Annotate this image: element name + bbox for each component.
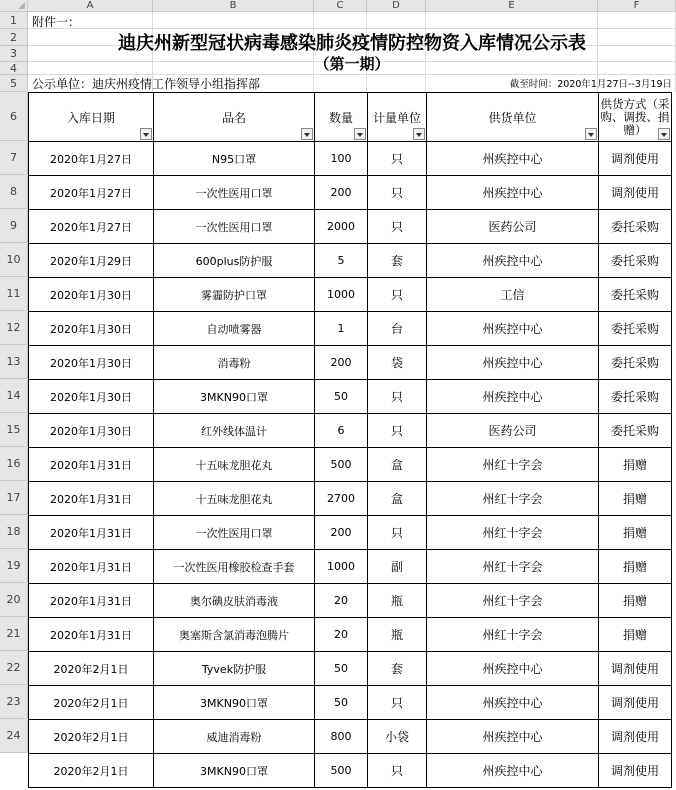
row-header-17[interactable]: 17 [0,481,28,515]
unit-cell[interactable]: 只 [368,516,427,550]
supply-method-cell[interactable]: 调剂使用 [599,720,672,754]
table-row [29,754,672,788]
table-row [29,584,672,618]
unit-cell[interactable]: 套 [368,244,427,278]
date-cell[interactable]: 2020年2月1日 [29,686,154,720]
quantity-cell[interactable]: 1000 [315,550,368,584]
item-name-cell[interactable]: 奥尔碘皮肤消毒液 [154,584,315,618]
date-cell[interactable]: 2020年1月27日 [29,176,154,210]
date-cell[interactable]: 2020年1月27日 [29,142,154,176]
supplier-cell[interactable]: 州疾控中心 [427,176,599,210]
supplier-cell[interactable]: 州红十字会 [427,482,599,516]
supply-method-cell[interactable]: 调剂使用 [599,652,672,686]
item-name-cell[interactable]: 一次性医用口罩 [154,210,315,244]
unit-cell[interactable]: 只 [368,414,427,448]
supply-method-cell[interactable]: 调剂使用 [599,754,672,788]
filter-dropdown-icon[interactable] [658,128,670,140]
row-header-15[interactable]: 15 [0,413,28,447]
filter-dropdown-icon[interactable] [585,128,597,140]
item-name-cell[interactable]: 3MKN90口罩 [154,686,315,720]
table-row [29,346,672,380]
column-header-e[interactable]: E [426,0,598,12]
row-header-4[interactable]: 4 [0,62,28,75]
supply-method-cell[interactable]: 捐赠 [599,516,672,550]
supplier-cell[interactable]: 州疾控中心 [427,312,599,346]
item-name-cell[interactable]: 雾霾防护口罩 [154,278,315,312]
item-name-cell[interactable]: 一次性医用橡胶检查手套 [154,550,315,584]
supply-method-cell[interactable]: 捐赠 [599,618,672,652]
supply-method-cell[interactable]: 调剂使用 [599,686,672,720]
filter-dropdown-icon[interactable] [354,128,366,140]
table-row [29,278,672,312]
quantity-cell[interactable]: 1 [315,312,368,346]
header-cell[interactable] [315,93,368,142]
row-header-12[interactable]: 12 [0,311,28,345]
header-label: 品名 [221,110,246,125]
supply-method-cell[interactable]: 委托采购 [599,312,672,346]
quantity-cell[interactable]: 6 [315,414,368,448]
date-cell[interactable]: 2020年1月31日 [29,448,154,482]
row-header-13[interactable]: 13 [0,345,28,379]
row-header-1[interactable]: 1 [0,12,28,29]
unit-cell[interactable]: 袋 [368,346,427,380]
unit-cell[interactable]: 盒 [368,448,427,482]
row-header-18[interactable]: 18 [0,515,28,549]
row-header-3[interactable]: 3 [0,46,28,62]
quantity-cell[interactable]: 20 [315,618,368,652]
supplier-cell[interactable]: 州疾控中心 [427,652,599,686]
supplier-cell[interactable]: 工信 [427,278,599,312]
row-header-2[interactable]: 2 [0,29,28,46]
table-row [29,312,672,346]
item-name-cell[interactable]: 3MKN90口罩 [154,380,315,414]
row-header-11[interactable]: 11 [0,277,28,311]
item-name-cell[interactable]: 3MKN90口罩 [154,754,315,788]
supply-method-cell[interactable]: 委托采购 [599,414,672,448]
unit-cell[interactable]: 套 [368,652,427,686]
unit-cell[interactable]: 只 [368,754,427,788]
unit-cell[interactable]: 只 [368,380,427,414]
supply-method-cell[interactable]: 捐赠 [599,550,672,584]
date-cell[interactable]: 2020年1月31日 [29,584,154,618]
unit-cell[interactable]: 小袋 [368,720,427,754]
filter-dropdown-icon[interactable] [301,128,313,140]
table-row [29,652,672,686]
filter-dropdown-icon[interactable] [413,128,425,140]
table-row [29,482,672,516]
supplier-cell[interactable]: 医药公司 [427,414,599,448]
item-name-cell[interactable]: 十五味龙胆花丸 [154,448,315,482]
gridline-horizontal [28,74,676,75]
row-header-7[interactable]: 7 [0,141,28,175]
row-header-6[interactable]: 6 [0,92,28,141]
column-header-b[interactable]: B [153,0,314,12]
header-label: 入库日期 [66,110,115,125]
sheet-subtitle[interactable]: （第一期） [314,55,390,73]
supply-method-cell[interactable]: 调剂使用 [599,176,672,210]
date-cell[interactable]: 2020年1月31日 [29,618,154,652]
header-cell[interactable] [368,93,427,142]
header-label: 供货单位 [488,110,537,125]
supply-method-cell[interactable]: 委托采购 [599,244,672,278]
row-header-16[interactable]: 16 [0,447,28,481]
header-cell[interactable] [154,93,315,142]
table-row [29,720,672,754]
item-name-cell[interactable]: N95口罩 [154,142,315,176]
supply-method-cell[interactable]: 捐赠 [599,584,672,618]
header-label: 供货方式（采购、调拨、捐赠） [600,96,670,137]
table-row [29,686,672,720]
row-header-21[interactable]: 21 [0,617,28,651]
quantity-cell[interactable]: 2700 [315,482,368,516]
row-header-14[interactable]: 14 [0,379,28,413]
date-cell[interactable]: 2020年2月1日 [29,754,154,788]
row-header-20[interactable]: 20 [0,583,28,617]
quantity-cell[interactable]: 200 [315,346,368,380]
header-cell[interactable] [427,93,599,142]
row-header-8[interactable]: 8 [0,175,28,209]
supply-method-cell[interactable]: 委托采购 [599,210,672,244]
supplier-cell[interactable]: 州红十字会 [427,550,599,584]
supplier-cell[interactable]: 州疾控中心 [427,754,599,788]
date-cell[interactable]: 2020年1月30日 [29,312,154,346]
supplier-cell[interactable]: 州疾控中心 [427,142,599,176]
unit-cell[interactable]: 副 [368,550,427,584]
item-name-cell[interactable]: 自动喷雾器 [154,312,315,346]
supplier-cell[interactable]: 州疾控中心 [427,686,599,720]
unit-cell[interactable]: 只 [368,142,427,176]
item-name-cell[interactable]: 600plus防护服 [154,244,315,278]
row-header-23[interactable]: 23 [0,685,28,719]
item-name-cell[interactable]: 一次性医用口罩 [154,516,315,550]
table-row [29,516,672,550]
date-cell[interactable]: 2020年1月30日 [29,346,154,380]
row-header-22[interactable]: 22 [0,651,28,685]
date-cell[interactable]: 2020年1月29日 [29,244,154,278]
date-cell[interactable]: 2020年1月31日 [29,482,154,516]
supplier-cell[interactable]: 州疾控中心 [427,244,599,278]
table-row [29,448,672,482]
select-all-corner[interactable] [0,0,28,12]
gridline-horizontal [28,28,676,29]
unit-cell[interactable]: 只 [368,210,427,244]
quantity-cell[interactable]: 200 [315,176,368,210]
table-row [29,244,672,278]
date-cell[interactable]: 2020年1月30日 [29,380,154,414]
column-header-d[interactable]: D [367,0,426,12]
deadline-label[interactable]: 截至时间：2020年1月27日--3月19日 [509,79,672,90]
quantity-cell[interactable]: 500 [315,754,368,788]
unit-cell[interactable]: 台 [368,312,427,346]
quantity-cell[interactable]: 1000 [315,278,368,312]
row-header-9[interactable]: 9 [0,209,28,243]
column-header-f[interactable]: F [598,0,676,12]
table-row [29,142,672,176]
quantity-cell[interactable]: 50 [315,380,368,414]
supplier-cell[interactable]: 州红十字会 [427,584,599,618]
date-cell[interactable]: 2020年1月31日 [29,516,154,550]
header-cell[interactable] [29,93,154,142]
inventory-table [28,92,672,788]
table-row [29,380,672,414]
column-header-a[interactable]: A [28,0,153,12]
date-cell[interactable]: 2020年1月30日 [29,278,154,312]
item-name-cell[interactable]: 威迪消毒粉 [154,720,315,754]
table-row [29,550,672,584]
item-name-cell[interactable]: 消毒粉 [154,346,315,380]
row-header-24[interactable]: 24 [0,719,28,753]
unit-cell[interactable]: 瓶 [368,584,427,618]
quantity-cell[interactable]: 200 [315,516,368,550]
supplier-cell[interactable]: 州疾控中心 [427,720,599,754]
item-name-cell[interactable]: 一次性医用口罩 [154,176,315,210]
unit-cell[interactable]: 只 [368,278,427,312]
item-name-cell[interactable]: 十五味龙胆花丸 [154,482,315,516]
supplier-cell[interactable]: 州疾控中心 [427,380,599,414]
item-name-cell[interactable]: 奥塞斯含氯消毒泡腾片 [154,618,315,652]
supply-method-cell[interactable]: 捐赠 [599,482,672,516]
quantity-cell[interactable]: 100 [315,142,368,176]
attachment-label[interactable]: 附件一： [32,15,81,29]
supply-method-cell[interactable]: 委托采购 [599,278,672,312]
column-header-c[interactable]: C [314,0,367,12]
row-header-10[interactable]: 10 [0,243,28,277]
supplier-cell[interactable]: 州红十字会 [427,516,599,550]
quantity-cell[interactable]: 800 [315,720,368,754]
supply-method-cell[interactable]: 委托采购 [599,346,672,380]
item-name-cell[interactable]: 红外线体温计 [154,414,315,448]
date-cell[interactable]: 2020年1月30日 [29,414,154,448]
unit-cell[interactable]: 瓶 [368,618,427,652]
quantity-cell[interactable]: 50 [315,652,368,686]
date-cell[interactable]: 2020年2月1日 [29,720,154,754]
unit-cell[interactable]: 只 [368,176,427,210]
table-row [29,210,672,244]
row-header-5[interactable]: 5 [0,75,28,92]
supply-method-cell[interactable]: 调剂使用 [599,142,672,176]
table-row [29,176,672,210]
sheet-title[interactable]: 迪庆州新型冠状病毒感染肺炎疫情防控物资入库情况公示表 [118,33,586,54]
table-row [29,618,672,652]
quantity-cell[interactable]: 2000 [315,210,368,244]
quantity-cell[interactable]: 500 [315,448,368,482]
supply-method-cell[interactable]: 委托采购 [599,380,672,414]
supplier-cell[interactable]: 州红十字会 [427,618,599,652]
quantity-cell[interactable]: 50 [315,686,368,720]
date-cell[interactable]: 2020年1月27日 [29,210,154,244]
table-row [29,414,672,448]
supplier-cell[interactable]: 州疾控中心 [427,346,599,380]
supply-method-cell[interactable]: 捐赠 [599,448,672,482]
item-name-cell[interactable]: Tyvek防护服 [154,652,315,686]
unit-cell[interactable]: 只 [368,686,427,720]
supplier-cell[interactable]: 州红十字会 [427,448,599,482]
header-label: 计量单位 [372,110,421,125]
unit-cell[interactable]: 盒 [368,482,427,516]
quantity-cell[interactable]: 5 [315,244,368,278]
date-cell[interactable]: 2020年2月1日 [29,652,154,686]
publisher-label[interactable]: 公示单位：迪庆州疫情工作领导小组指挥部 [32,77,261,91]
supplier-cell[interactable]: 医药公司 [427,210,599,244]
quantity-cell[interactable]: 20 [315,584,368,618]
row-header-19[interactable]: 19 [0,549,28,583]
filter-dropdown-icon[interactable] [140,128,152,140]
date-cell[interactable]: 2020年1月31日 [29,550,154,584]
header-cell[interactable] [599,93,672,142]
header-label: 数量 [328,110,353,125]
